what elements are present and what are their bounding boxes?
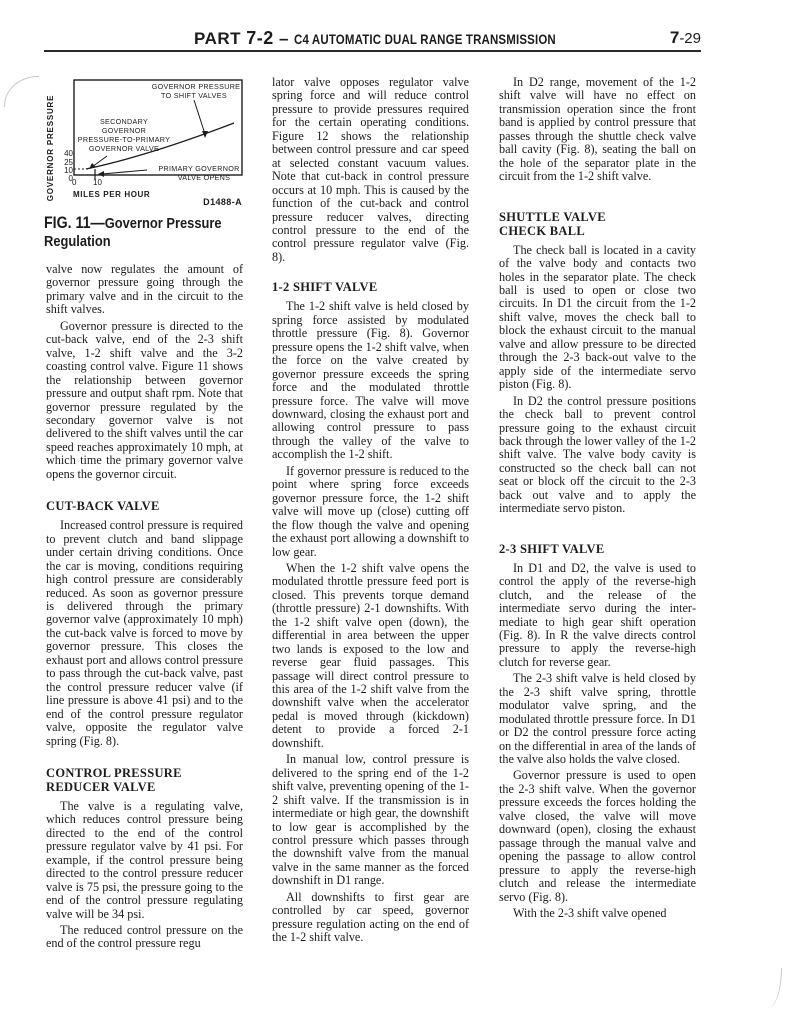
part-number: 7-2 xyxy=(246,28,274,48)
paragraph: Governor pressure is used to open the 2-3 shift valve. When the governor pressure exceeds the forces holding the valve closed, the valve will move downward (open), closing the exhaust passage through the manual valve and opening the passage to allow control pressure to apply the reverse-high clutch and release the intermediate servo (Fig. 8). xyxy=(499,768,696,904)
svg-text:0: 0 xyxy=(68,174,73,183)
section-heading-2-3-shift-valve: 2-3 SHIFT VALVE xyxy=(499,541,605,556)
svg-text:TO SHIFT VALVES: TO SHIFT VALVES xyxy=(161,91,227,100)
column-right xyxy=(499,76,696,920)
separator: – xyxy=(279,29,289,48)
paragraph: lator valve opposes regulator valve spring force and will reduce control pressure to provide pressures required for the certain operating conditions. Figure 12 shows the relationship between control pressure and car speed at selected constant vacuum values. Note that cut-back in control pressure occurs at 10 mph. This is caused by the function of the cut-back and control pressure reducer valves, directing control pressure to the end of the control pressure regulator valve (Fig. 8). xyxy=(272,75,469,264)
svg-text:SECONDARY: SECONDARY xyxy=(99,117,149,126)
paragraph: All downshifts to first gear are controlled by car speed, governor pressure regulation acting on the end of the 1-2 shift valve. xyxy=(272,889,469,945)
svg-text:0: 0 xyxy=(72,178,77,187)
section-heading-shuttle-valve-check-ball: SHUTTLE VALVE CHECK BALL xyxy=(499,209,606,238)
column-middle xyxy=(272,76,469,945)
paragraph: In D2 range, movement of the 1-2 shift valve will have no effect on transmission operation since the front band is applied by control pressure that passes through the shuttle check valve ball cavity (Fig. 8), seating the ball on the hole of the separator plate in the circuit from the 1-2 shift valve. xyxy=(499,75,696,184)
paragraph: Governor pressure is directed to the cut-back valve, end of the 2-3 shift valve, 1-2 shift valve and the 3-2 coasting control valve. Figure 11 shows the relationship between governor pressure and output shaft rpm. Note that governor pressure regulated by the secondary governor valve is not delivered to the shift valves until the car speed reaches approximately 10 mph, at which time the primary governor valve opens the governor circuit. xyxy=(46,318,243,481)
part-heading xyxy=(194,28,614,49)
paragraph: The reduced control pressure on the end of the control pressure regu xyxy=(46,923,243,951)
paragraph: The 2-3 shift valve is held closed by the 2-3 shift valve spring, throttle modulator valve spring, and the modulated throttle pressure force. In D1 or D2 the control pressure force acting on the differential in area of the lands of the valve also holds the valve closed. xyxy=(499,671,696,767)
figure-title: Governor Pressure Regulation xyxy=(44,215,222,250)
column-left xyxy=(46,263,243,951)
running-header xyxy=(44,28,701,50)
page-edge-mark xyxy=(767,968,782,1008)
svg-text:GOVERNOR VALVE: GOVERNOR VALVE xyxy=(88,144,160,153)
svg-text:40: 40 xyxy=(64,149,73,158)
figure-11 xyxy=(44,76,246,256)
paragraph: In D2 the control pressure positions the check ball to prevent control pressure going to the exhaust circuit back through the lower valley of the 1-2 shift valve. The valve body cavity is constructed so the check ball can not seat or block off the circuit to the 2-3 back out valve and to apply the intermediate servo piston. xyxy=(499,393,696,516)
page-number: 7-29 xyxy=(669,28,701,47)
section-heading-control-pressure-reducer-valve: CONTROL PRESSURE REDUCER VALVE xyxy=(46,765,182,794)
paragraph: valve now regulates the amount of governor pressure going through the primary valve and in the circuit to the shift valves. xyxy=(46,262,243,317)
paragraph: Increased control pressure is required to prevent clutch and band slippage under certain driving conditions. Once the car is moving, conditions requiring high control pressure are considerably reduced. As soon as governor pressure is delivered through the primary governor valve (approximately 10 mph) the cut-back valve is forced to move by governor pressure. This closes the exhaust port and allows control pressure to pass through the cut-back valve, past the control pressure reducer valve (if line pressure is above 41 psi) and to the end of the control pressure regulator valve, opposite the regulator valve spring (Fig. 8). xyxy=(46,518,243,748)
header-rule xyxy=(44,50,701,52)
paragraph: When the 1-2 shift valve opens the modulated throttle pressure feed port is closed. This prevents torque demand (throttle pressure) 2-1 downshifts. With the 1-2 shift valve open (down), the differential in area between the upper two lands is exposed to the low and reverse gear fluid passages. This passage will direct control pressure to this area of the 1-2 shift valve from the downshift valve when the accelerator pedal is moved through (kickdown) detent to provide a forced 2-1 downshift. xyxy=(272,560,469,750)
paragraph: If governor pressure is reduced to the point where spring force exceeds governor pressure force, the 1-2 shift valve will move up (close) cutting off the flow though the valve and opening the exhaust port allowing a downshift to low gear. xyxy=(272,463,469,559)
figure-code: D1488-A xyxy=(203,197,242,207)
svg-text:10: 10 xyxy=(93,178,102,187)
svg-text:VALVE OPENS: VALVE OPENS xyxy=(177,173,231,182)
page-edge-mark xyxy=(4,76,39,107)
chapter-title: C4 AUTOMATIC DUAL RANGE TRANSMISSION xyxy=(294,31,557,47)
paragraph: The valve is a regulating valve, which reduces control pressure being directed to the end of the control pressure regulator valve by 41 psi. For example, if the control pressure being directed to the control pressure reducer valve is 75 psi, the pressure going to the end of the control pressure regulating valve will be 34 psi. xyxy=(46,798,243,921)
svg-text:PRESSURE-TO-PRIMARY: PRESSURE-TO-PRIMARY xyxy=(77,135,171,144)
governor-pressure-graph xyxy=(44,76,246,201)
svg-text:GOVERNOR PRESSURE: GOVERNOR PRESSURE xyxy=(151,82,241,91)
paragraph: In manual low, control pressure is delivered to the spring end of the 1-2 shift valve, preventing opening of the 1-2 shift valve. If the transmission is in intermediate or high gear, the downshift to low gear is accomplished by the control pressure which passes through the downshift valve from the manual valve in the same manner as the forced downshift in D1 range. xyxy=(272,752,469,888)
section-heading-cut-back-valve: CUT-BACK VALVE xyxy=(46,499,160,514)
svg-text:25: 25 xyxy=(64,158,73,167)
svg-text:10: 10 xyxy=(64,166,73,175)
part-label: PART xyxy=(194,29,242,48)
paragraph: The check ball is located in a cavity of the valve body and contacts two holes in the separator plate. The check ball is used to open or close two circuits. In D1 the circuit from the 1-2 shift valve, moves the check ball to block the exhaust circuit to the manual valve and allow pressure to be directed through the 2-3 back-out valve to the apply side of the intermediate servo piston (Fig. 8). xyxy=(499,242,696,392)
paragraph: In D1 and D2, the valve is used to control the apply of the reverse-high clutch, and the release of the intermediate servo during the intermediate to high gear shift operation (Fig. 8). In R the valve directs control pressure to apply the reverse-high clutch for reverse gear. xyxy=(499,560,696,669)
paragraph: With the 2-3 shift valve opened xyxy=(513,906,667,921)
paragraph: The 1-2 shift valve is held closed by spring force assisted by modulated throttle pressure (Fig. 8). Governor pressure opens the 1-2 shift valve, when the force on the valve created by governor pressure exceeds the spring force and the modulated throttle pressure force. The valve will move downward, closing the exhaust port and allowing control pressure to pass through the valley of the valve to accomplish the 1-2 shift. xyxy=(272,299,469,462)
x-axis-label: MILES PER HOUR xyxy=(73,190,151,199)
svg-text:GOVERNOR: GOVERNOR xyxy=(101,126,147,135)
y-axis-label: GOVERNOR PRESSURE xyxy=(46,94,55,201)
figure-caption xyxy=(44,214,242,251)
section-heading-1-2-shift-valve: 1-2 SHIFT VALVE xyxy=(272,280,378,295)
svg-text:PRIMARY GOVERNOR: PRIMARY GOVERNOR xyxy=(158,164,240,173)
figure-number: FIG. 11— xyxy=(44,214,105,232)
